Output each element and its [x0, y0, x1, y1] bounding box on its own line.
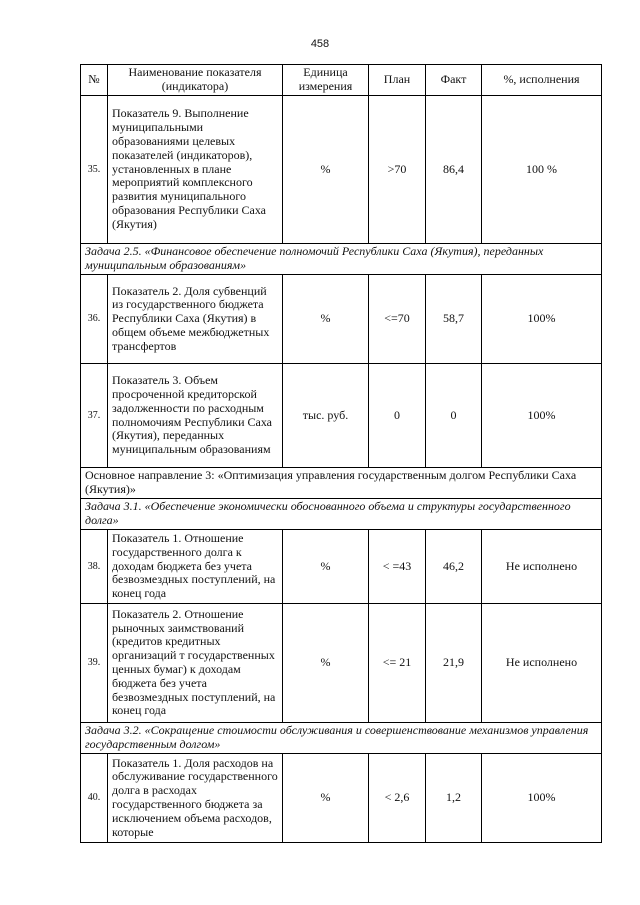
- plan-cell: < 2,6: [369, 754, 426, 843]
- plan-cell: <=70: [369, 275, 426, 364]
- fact-cell: 21,9: [426, 604, 482, 723]
- col-header-percent: %, исполнения: [482, 65, 602, 96]
- unit-cell: %: [283, 754, 369, 843]
- table-row: [81, 754, 602, 843]
- direction-row: [81, 468, 602, 499]
- indicator-name: Показатель 1. Отношение государственного долга к доходам бюджета без учета безвозмездных поступлений, на конец года: [108, 530, 283, 604]
- unit-cell: тыс. руб.: [283, 364, 369, 468]
- col-header-indicator-name: Наименование показателя (индикатора): [108, 65, 283, 96]
- row-number: 39.: [81, 604, 108, 723]
- indicator-name: Показатель 2. Доля субвенций из государственного бюджета Республики Саха (Якутия) в общем объеме межбюджетных трансфертов: [108, 275, 283, 364]
- indicator-name: Показатель 3. Объем просроченной кредиторской задолженности по расходным полномочиям Республики Саха (Якутия), переданных муниципальным образованиям: [108, 364, 283, 468]
- table-row: [81, 364, 602, 468]
- percent-cell: Не исполнено: [482, 604, 602, 723]
- row-number: 38.: [81, 530, 108, 604]
- fact-cell: 1,2: [426, 754, 482, 843]
- plan-cell: >70: [369, 96, 426, 244]
- row-number: 35.: [81, 96, 108, 244]
- unit-cell: %: [283, 275, 369, 364]
- plan-cell: <= 21: [369, 604, 426, 723]
- row-number: 36.: [81, 275, 108, 364]
- percent-cell: 100%: [482, 754, 602, 843]
- task-row: [81, 723, 602, 754]
- row-number: 40.: [81, 754, 108, 843]
- fact-cell: 0: [426, 364, 482, 468]
- col-header-fact: Факт: [426, 65, 482, 96]
- fact-cell: 46,2: [426, 530, 482, 604]
- plan-cell: < =43: [369, 530, 426, 604]
- col-header-unit: Единица измерения: [283, 65, 369, 96]
- col-header-number: №: [81, 65, 108, 96]
- table-row: [81, 530, 602, 604]
- table-row: [81, 604, 602, 723]
- percent-cell: 100%: [482, 275, 602, 364]
- task-heading: Задача 3.1. «Обеспечение экономически обоснованного объема и структуры государственного долга»: [81, 499, 602, 530]
- indicator-name: Показатель 2. Отношение рыночных заимствований (кредитов кредитных организаций т государственных ценных бумаг) к доходам бюджета без учета безвозмездных поступлений, на конец года: [108, 604, 283, 723]
- table-header-row: [81, 65, 602, 96]
- row-number: 37.: [81, 364, 108, 468]
- percent-cell: 100%: [482, 364, 602, 468]
- unit-cell: %: [283, 530, 369, 604]
- task-row: [81, 499, 602, 530]
- task-row: [81, 244, 602, 275]
- percent-cell: 100 %: [482, 96, 602, 244]
- fact-cell: 58,7: [426, 275, 482, 364]
- fact-cell: 86,4: [426, 96, 482, 244]
- indicators-table: [80, 64, 602, 843]
- table-row: [81, 275, 602, 364]
- task-heading: Задача 3.2. «Сокращение стоимости обслуживания и совершенствование механизмов управления государственным долгом»: [81, 723, 602, 754]
- indicator-name: Показатель 9. Выполнение муниципальными образованиями целевых показателей (индикаторов), установленных в плане мероприятий комплексного развития муниципального образования Республики Саха (Якутия): [108, 96, 283, 244]
- task-heading: Задача 2.5. «Финансовое обеспечение полномочий Республики Саха (Якутия), переданных муниципальным образованиям»: [81, 244, 602, 275]
- page-number: 458: [310, 38, 330, 50]
- table-row: [81, 96, 602, 244]
- col-header-plan: План: [369, 65, 426, 96]
- direction-heading: Основное направление 3: «Оптимизация управления государственным долгом Республики Саха (Якутия)»: [81, 468, 602, 499]
- unit-cell: %: [283, 96, 369, 244]
- plan-cell: 0: [369, 364, 426, 468]
- indicator-name: Показатель 1. Доля расходов на обслуживание государственного долга в расходах государственного бюджета за исключением объема расходов, которые: [108, 754, 283, 843]
- unit-cell: %: [283, 604, 369, 723]
- percent-cell: Не исполнено: [482, 530, 602, 604]
